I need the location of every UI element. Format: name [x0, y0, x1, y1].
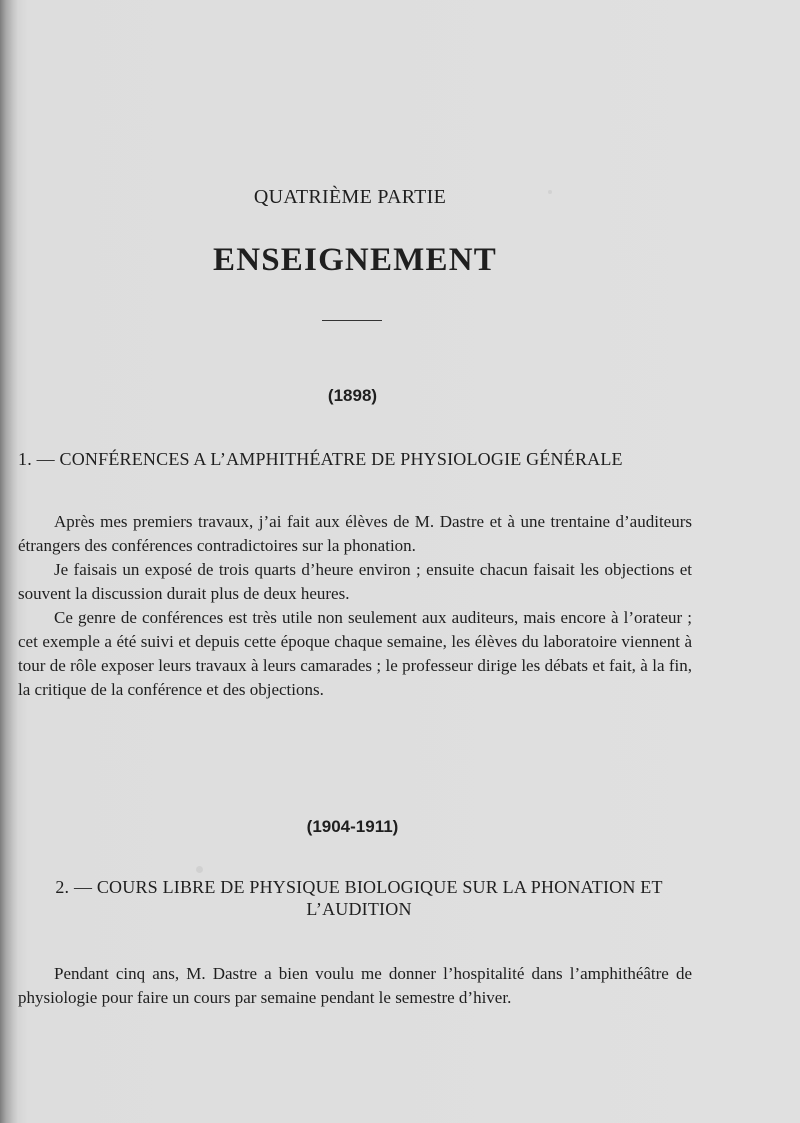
section-heading-conferences: 1. — CONFÉRENCES A L’AMPHITHÉATRE DE PHYSIOLOGIE GÉNÉRALE	[18, 449, 623, 469]
book-binding-edge	[0, 0, 18, 1123]
section-year-1898: (1898)	[327, 386, 378, 405]
paper-stain	[196, 866, 203, 873]
part-title: QUATRIÈME PARTIE	[253, 186, 447, 208]
title-divider	[322, 320, 382, 321]
section-year-1904-1911: (1904-1911)	[306, 817, 399, 836]
paragraph-conferences-benefit: Ce genre de conférences est très utile non seulement aux auditeurs, mais encore à l’orateur ; cet exemple a été suivi et depuis cette époque chaque semaine, les élèves du laboratoire viennent à tour de rôle exposer leurs travaux à leurs camarades ; le professeur dirige les débats et fait, à la fin, la critique de la conférence et des objections.	[18, 608, 692, 699]
section-heading-course: 2. — COURS LIBRE DE PHYSIQUE BIOLOGIQUE SUR LA PHONATION ET L’AUDITION	[55, 877, 663, 919]
paragraph-conferences-format: Je faisais un exposé de trois quarts d’heure environ ; ensuite chacun faisait les objections et souvent la discussion durait plus de deux heures.	[18, 560, 692, 603]
paragraph-course-description: Pendant cinq ans, M. Dastre a bien voulu me donner l’hospitalité dans l’amphithéâtre de physiologie pour faire un cours par semaine pendant le semestre d’hiver.	[18, 964, 692, 1007]
paragraph-conferences-intro: Après mes premiers travaux, j’ai fait aux élèves de M. Dastre et à une trentaine d’auditeurs étrangers des conférences contradictoires sur la phonation.	[18, 512, 692, 555]
main-title: ENSEIGNEMENT	[213, 242, 497, 278]
